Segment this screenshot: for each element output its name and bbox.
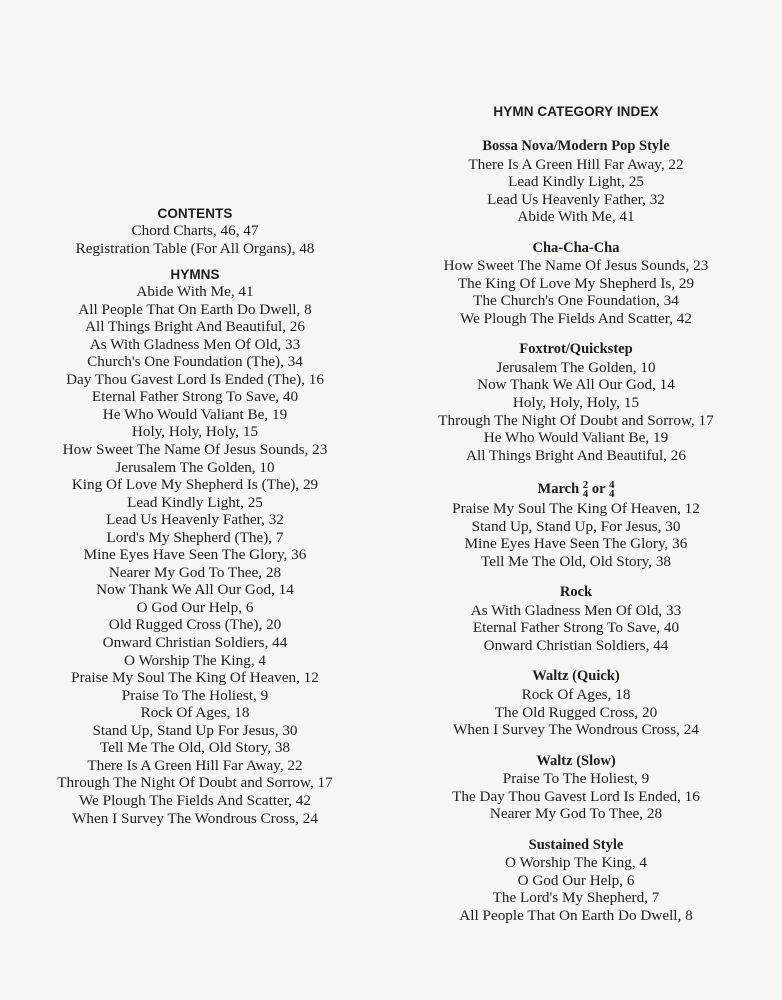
category-title: Waltz (Quick)	[532, 668, 620, 685]
contents-heading: CONTENTS	[157, 206, 233, 221]
hymn-item: Jerusalem The Golden, 10	[115, 458, 275, 476]
category-section	[408, 341, 744, 464]
category-title: Rock	[559, 584, 593, 601]
category-item: O Worship The King, 4	[504, 854, 648, 872]
hymn-item: Church's One Foundation (The), 34	[87, 353, 303, 371]
hymn-item: Praise My Soul The King Of Heaven, 12	[71, 669, 319, 687]
time-signature	[582, 478, 589, 500]
category-item: Praise To The Holiest, 9	[502, 770, 650, 788]
hymn-item: Holy, Holy, Holy, 15	[131, 423, 259, 441]
hymn-item: How Sweet The Name Of Jesus Sounds, 23	[62, 441, 328, 459]
contents-item: Registration Table (For All Organs), 48	[75, 239, 315, 257]
hymn-item: O Worship The King, 4	[123, 651, 267, 669]
category-item: We Plough The Fields And Scatter, 42	[459, 309, 692, 327]
hymn-item: All People That On Earth Do Dwell, 8	[78, 300, 312, 318]
category-title: Bossa Nova/Modern Pop Style	[482, 138, 670, 154]
hymn-item: Now Thank We All Our God, 14	[96, 581, 294, 599]
category-list	[408, 138, 744, 924]
category-section	[408, 478, 744, 570]
time-signature	[608, 478, 615, 500]
right-column	[408, 102, 744, 938]
category-title: Waltz (Slow)	[536, 752, 616, 769]
hymn-item: Nearer My God To Thee, 28	[108, 563, 282, 581]
category-item: When I Survey The Wondrous Cross, 24	[453, 721, 699, 739]
category-item: The Day Thou Gavest Lord Is Ended, 16	[452, 787, 700, 805]
category-section	[408, 668, 744, 738]
category-section	[408, 138, 744, 226]
hymn-item: King Of Love My Shepherd Is (The), 29	[71, 476, 319, 494]
category-index-heading: HYMN CATEGORY INDEX	[493, 104, 659, 119]
contents-list	[20, 222, 370, 257]
hymns-heading: HYMNS	[170, 267, 220, 283]
hymn-item: Abide With Me, 41	[136, 283, 254, 301]
time-denominator: 4	[582, 487, 589, 500]
category-title-or: or	[591, 481, 606, 498]
hymn-item: He Who Would Valiant Be, 19	[102, 405, 288, 423]
time-denominator: 4	[608, 487, 615, 500]
category-item: Mine Eyes Have Seen The Glory, 36	[464, 535, 688, 553]
category-title: Foxtrot/Quickstep	[519, 341, 633, 358]
contents-item: Chord Charts, 46, 47	[131, 222, 259, 239]
category-item: Onward Christian Soldiers, 44	[483, 636, 669, 654]
hymn-item: When I Survey The Wondrous Cross, 24	[72, 809, 318, 827]
left-column	[20, 205, 370, 827]
category-item: The King Of Love My Shepherd Is, 29	[457, 274, 695, 292]
hymn-item: Lead Kindly Light, 25	[127, 493, 263, 511]
category-item: Stand Up, Stand Up, For Jesus, 30	[471, 517, 681, 535]
hymn-item: Lord's My Shepherd (The), 7	[106, 528, 284, 546]
category-item: Through The Night Of Doubt and Sorrow, 17	[438, 411, 714, 429]
category-title-text: March	[537, 481, 580, 498]
category-item: Rock Of Ages, 18	[521, 685, 631, 703]
hymn-item: Through The Night Of Doubt and Sorrow, 17	[57, 774, 333, 792]
category-item: He Who Would Valiant Be, 19	[483, 429, 669, 447]
category-title: Cha-Cha-Cha	[532, 239, 620, 256]
category-section	[408, 240, 744, 328]
category-item: The Old Rugged Cross, 20	[494, 703, 658, 721]
category-section	[408, 837, 744, 925]
hymn-item: There Is A Green Hill Far Away, 22	[87, 756, 303, 774]
category-title	[408, 478, 744, 500]
hymn-item: We Plough The Fields And Scatter, 42	[78, 791, 311, 809]
category-item: Nearer My God To Thee, 28	[489, 805, 663, 823]
category-item: Tell Me The Old, Old Story, 38	[480, 552, 672, 570]
hymn-item: Day Thou Gavest Lord Is Ended (The), 16	[66, 370, 324, 388]
hymn-item: Rock Of Ages, 18	[140, 704, 250, 722]
category-item: All People That On Earth Do Dwell, 8	[459, 906, 693, 924]
time-numerator: 2	[582, 478, 589, 491]
category-item: Now Thank We All Our God, 14	[477, 376, 675, 394]
category-section	[408, 584, 744, 654]
category-item: The Church's One Foundation, 34	[473, 292, 679, 310]
category-item: O God Our Help, 6	[517, 871, 635, 889]
category-item: As With Gladness Men Of Old, 33	[470, 601, 682, 619]
category-item: Eternal Father Strong To Save, 40	[472, 619, 680, 637]
category-item: Abide With Me, 41	[517, 208, 635, 226]
hymns-list	[20, 283, 370, 827]
category-item: There Is A Green Hill Far Away, 22	[468, 155, 684, 173]
category-item: Jerusalem The Golden, 10	[496, 358, 656, 376]
category-item: Lead Us Heavenly Father, 32	[487, 190, 665, 208]
category-item: All Things Bright And Beautiful, 26	[466, 446, 686, 464]
hymn-item: As With Gladness Men Of Old, 33	[89, 335, 301, 353]
hymn-item: All Things Bright And Beautiful, 26	[85, 318, 305, 336]
hymn-item: Mine Eyes Have Seen The Glory, 36	[83, 546, 307, 564]
time-numerator: 4	[608, 478, 615, 491]
hymn-item: Stand Up, Stand Up For Jesus, 30	[92, 721, 298, 739]
category-item: Lead Kindly Light, 25	[508, 173, 644, 191]
hymn-item: Old Rugged Cross (The), 20	[108, 616, 282, 634]
category-section	[408, 753, 744, 823]
category-item: Holy, Holy, Holy, 15	[512, 393, 640, 411]
hymn-item: Eternal Father Strong To Save, 40	[91, 388, 299, 406]
category-title: Sustained Style	[528, 836, 624, 853]
category-item: How Sweet The Name Of Jesus Sounds, 23	[443, 257, 709, 275]
category-item: The Lord's My Shepherd, 7	[492, 889, 660, 907]
hymn-item: Onward Christian Soldiers, 44	[102, 634, 288, 652]
hymn-item: O God Our Help, 6	[136, 598, 254, 616]
hymn-item: Lead Us Heavenly Father, 32	[106, 511, 284, 529]
category-item: Praise My Soul The King Of Heaven, 12	[452, 500, 700, 518]
hymn-item: Praise To The Holiest, 9	[121, 686, 269, 704]
hymn-item: Tell Me The Old, Old Story, 38	[99, 739, 291, 757]
